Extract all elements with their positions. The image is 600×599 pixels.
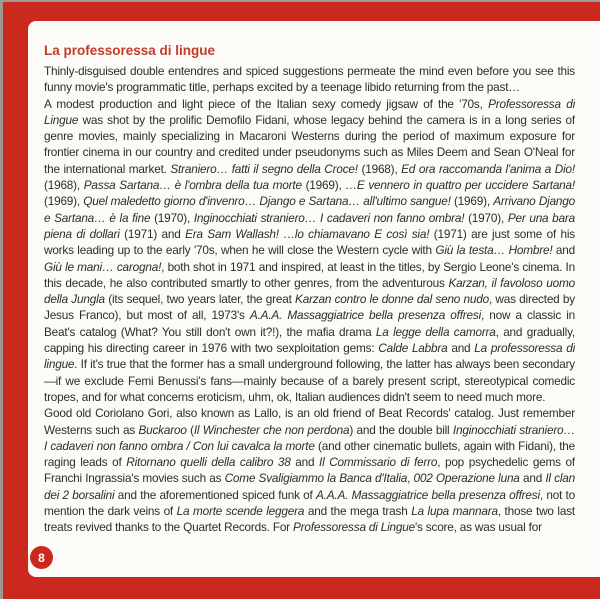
page-number-badge xyxy=(30,546,53,569)
page-title: La professoressa di lingue xyxy=(44,43,216,58)
paragraph: A modest production and light piece of the Italian sexy comedy jigsaw of the '70s, Professoressa di Lingue was shot by the prolific Demofilo Fidani, whose legacy behind the camera is in a long series of genre movies, mainly specializing in Macaroni Westerns during the period of maximum exposure for frontier cinema in our country and credited under pseudonyms such as Miles Deem and Sean O'Neal for the international market. Straniero… fatti il segno della Croce! (1968), Ed ora raccomanda l'anima a Dio! (1968), Passa Sartana… è l'ombra della tua morte (1969), …E vennero in quattro per uccidere Sartana! (1969), Quel maledetto giorno d'invenro… Django e Sartana… all'ultimo sangue! (1969), Arrivano Django e Sartana… è la fine (1970), Inginocchiati straniero… I cadaveri non fanno ombra! (1970), Per una bara piena di dollari (1971) and Era Sam Wallash! …lo chiamavano E così sia! (1971) are just some of his works leading up to the early '70s, when he will close the Western cycle with Giù la testa… Hombre! and Giù le mani… carogna!, both shot in 1971 and inspired, at least in the titles, by Sergio Leone's cinema. In this decade, he also contributed smartly to other genres, from the adventurous Karzan, il favoloso uomo della Jungla (its sequel, two years later, the great Karzan contro le donne dal seno nudo, was directed by Jesus Franco), but most of all, 1973's A.A.A. Massaggiatrice bella presenza offresi, now a classic in Beat's catalog (What? You still don't own it?!), the mafia drama La legge della camorra, and gradually, capping his directing career in 1976 with two sexploitation gems: Calde Labbra and La professoressa di lingue. If it's true that the former has a small underground following, the latter has always been secondary—if we exclude Femi Benussi's fans—mainly because of a barely present script, stereotypical comedic tropes, and for what concerns eroticism, uhm, ok, Italian audiences didn't seem to need much more. xyxy=(44,96,575,404)
booklet-white-page xyxy=(28,21,600,577)
paragraph: Thinly-disguised double entendres and spiced suggestions permeate the mind even before you see this funny movie's programmatic title, perhaps excited by a teenage libido returning from the past… xyxy=(44,64,575,95)
article-body xyxy=(44,63,575,536)
page-content xyxy=(44,43,575,547)
booklet-red-frame xyxy=(3,2,600,599)
paragraph: Good old Coriolano Gori, also known as Lallo, is an old friend of Beat Records' catalog. Just remember Westerns such as Buckaroo (Il Winchester che non perdona) and the double bill Inginocchiati straniero… I cadaveri non fanno ombra / Con lui cavalca la morte (and other cinematic bullets, again with Fidani), the raging leads of Ritornano quelli della calibro 38 and Il Commissario di ferro, pop psychedelic gems of Franchi Ingrassia's movies such as Come Svaligiammo la Banca d'Italia, 002 Operazione luna and Il clan dei 2 borsalini and the aforementioned spiced funk of A.A.A. Massaggiatrice bella presenza offresi, not to mention the dark veins of La morte scende leggera and the mega trash La lupa mannara, those two last treats revived thanks to the Quartet Records. For Professoressa di Lingue's score, as was usual for xyxy=(44,406,575,535)
page-number: 8 xyxy=(38,550,45,565)
